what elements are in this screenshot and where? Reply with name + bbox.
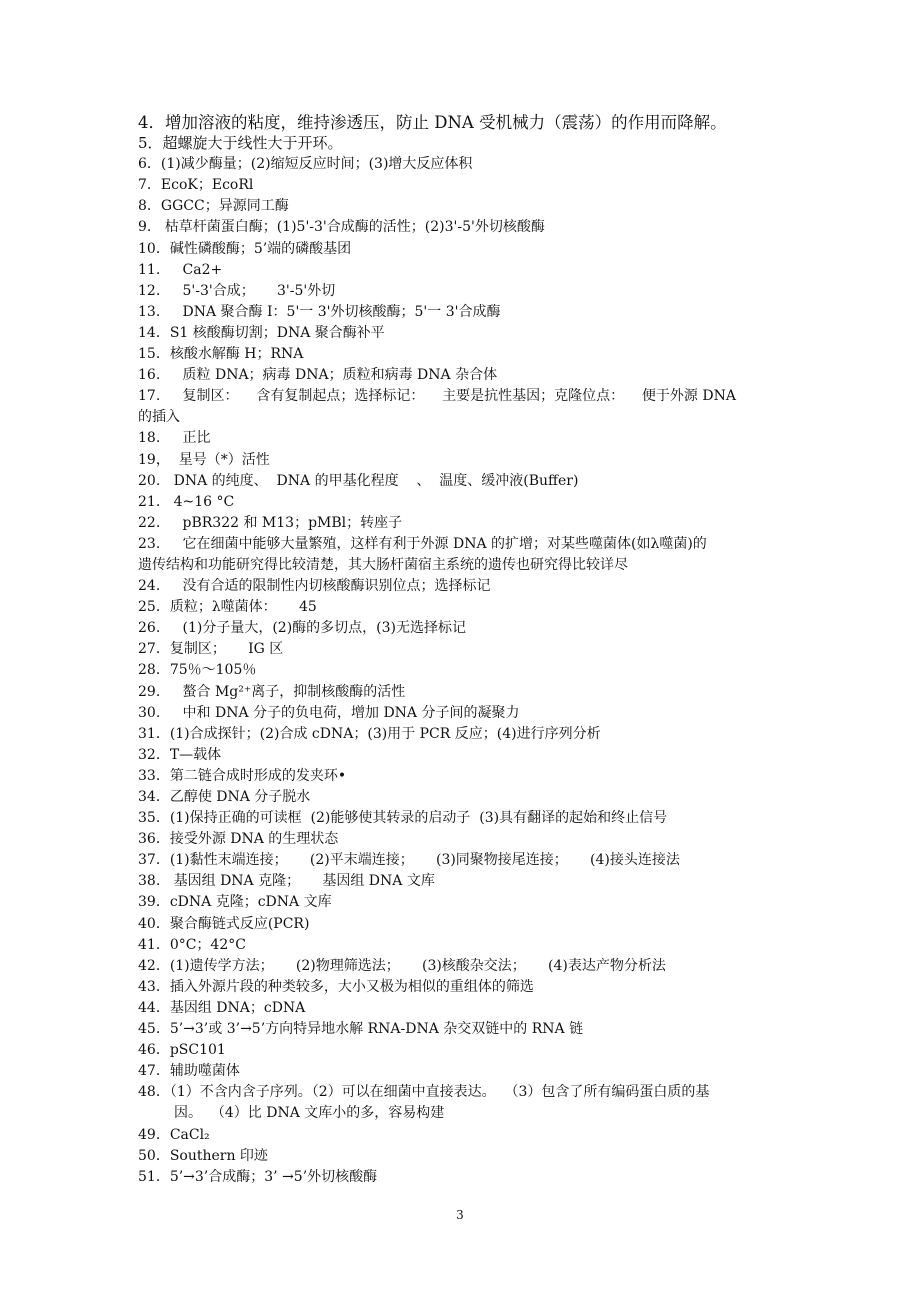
answer-line: 17. 复制区： 含有复制起点；选择标记： 主要是抗性基因；克隆位点： 便于外源 DNA: [138, 388, 736, 405]
answer-line: 45．5’→3’或 3’→5’方向特异地水解 RNA-DNA 杂交双链中的 RNA 链: [138, 1021, 584, 1038]
answer-line: 46．pSC101: [138, 1042, 226, 1059]
answer-line: 40．聚合酶链式反应(PCR): [138, 915, 310, 932]
answer-line: 36．接受外源 DNA 的生理状态: [138, 831, 339, 848]
answer-line: 33．第二链合成时形成的发夹环•: [138, 767, 347, 784]
answer-line: 34．乙醇使 DNA 分子脱水: [138, 789, 311, 805]
answer-line-continued: 的插入: [138, 409, 180, 426]
answer-line: 49．CaCl₂: [138, 1126, 210, 1143]
page-number: 3: [456, 1208, 464, 1222]
answer-line: 8．GGCC；异源同工酶: [138, 198, 289, 215]
answer-list: [138, 112, 798, 1188]
answer-line: 13. DNA 聚合酶 I：5'一 3'外切核酸酶；5'一 3'合成酶: [138, 303, 501, 320]
answer-line: 16. 质粒 DNA；病毒 DNA；质粒和病毒 DNA 杂合体: [138, 367, 498, 384]
answer-line: 39．cDNA 克隆；cDNA 文库: [138, 894, 332, 911]
answer-line: 37．(1)黏性末端连接； (2)平末端连接； (3)同聚物接尾连接； (4)接头连接法: [138, 852, 680, 869]
answer-line: 18. 正比: [138, 430, 211, 447]
answer-line: 27．复制区； IG 区: [138, 641, 284, 658]
answer-line: 43．插入外源片段的种类较多，大小又极为相似的重组体的筛选: [138, 978, 534, 995]
answer-line: 42．(1)遗传学方法； (2)物理筛选法； (3)核酸杂交法； (4)表达产物分析法: [138, 957, 666, 974]
answer-line: 10．碱性磷酸酶；5’端的磷酸基团: [138, 240, 352, 257]
answer-line: 51．5’→3’合成酶；3’ →5’外切核酸酶: [138, 1168, 378, 1185]
answer-line: 7．EcoK；EcoRl: [138, 177, 254, 194]
answer-line: 12. 5'-3'合成； 3'-5'外切: [138, 282, 336, 299]
answer-line: 6．(1)减少酶量；(2)缩短反应时间；(3)增大反应体积: [138, 156, 473, 173]
answer-line: 29. 螯合 Mg²⁺离子，抑制核酸酶的活性: [138, 683, 406, 700]
answer-line: 50．Southern 印迹: [138, 1147, 268, 1164]
answer-line: 47．辅助噬菌体: [138, 1063, 240, 1080]
answer-line: 11. Ca2+: [138, 261, 223, 278]
answer-line: 23. 它在细菌中能够大量繁殖，这样有利于外源 DNA 的扩增；对某些噬菌体(如λ噬菌)的: [138, 535, 707, 552]
answer-line: 38. 基因组 DNA 克隆； 基因组 DNA 文库: [138, 873, 435, 890]
answer-line-continued: 遗传结构和功能研究得比较清楚，其大肠杆菌宿主系统的遗传也研究得比较详尽: [138, 556, 628, 573]
answer-line: 25．质粒；λ噬菌体： 45: [138, 599, 317, 616]
answer-line: 28．75％～105％: [138, 662, 257, 679]
answer-line: 5．超螺旋大于线性大于开环。: [138, 134, 343, 153]
answer-line: 20. DNA 的纯度、 DNA 的甲基化程度 、 温度、缓冲液(Buffer): [138, 472, 579, 489]
answer-line: 4．增加溶液的粘度，维持渗透压，防止 DNA 受机械力（震荡）的作用而降解。: [138, 113, 727, 132]
answer-line: 19， 星号（*）活性: [138, 451, 270, 468]
answer-line-continued: 因。 （4）比 DNA 文库小的多，容易构建: [174, 1105, 445, 1122]
answer-line: 9. 枯草杆菌蛋白酶；(1)5'-3'合成酶的活性；(2)3'-5'外切核酸酶: [138, 219, 545, 236]
answer-line: 48．（1）不含内含子序列。（2）可以在细菌中直接表达。 （3）包含了所有编码蛋白质的基: [138, 1084, 710, 1101]
answer-line: 21. 4~16 °C: [138, 493, 235, 510]
answer-line: 30. 中和 DNA 分子的负电荷，增加 DNA 分子间的凝聚力: [138, 704, 520, 721]
answer-line: 26. (1)分子量大，(2)酶的多切点，(3)无选择标记: [138, 620, 467, 637]
answer-line: 44．基因组 DNA；cDNA: [138, 999, 306, 1016]
answer-line: 35．(1)保持正确的可读框 (2)能够使其转录的启动子 (3)具有翻译的起始和终止信号: [138, 810, 668, 827]
answer-line: 24. 没有合适的限制性内切核酸酶识别位点；选择标记: [138, 578, 491, 595]
answer-line: 15．核酸水解酶 H；RNA: [138, 346, 304, 363]
answer-line: 31．(1)合成探针；(2)合成 cDNA；(3)用于 PCR 反应；(4)进行序列分析: [138, 725, 601, 742]
answer-line: 14．S1 核酸酶切割；DNA 聚合酶补平: [138, 324, 385, 341]
answer-line: 41．0°C；42°C: [138, 936, 246, 953]
answer-line: 32．T—载体: [138, 746, 222, 763]
answer-line: 22. pBR322 和 M13；pMBl；转座子: [138, 514, 403, 531]
